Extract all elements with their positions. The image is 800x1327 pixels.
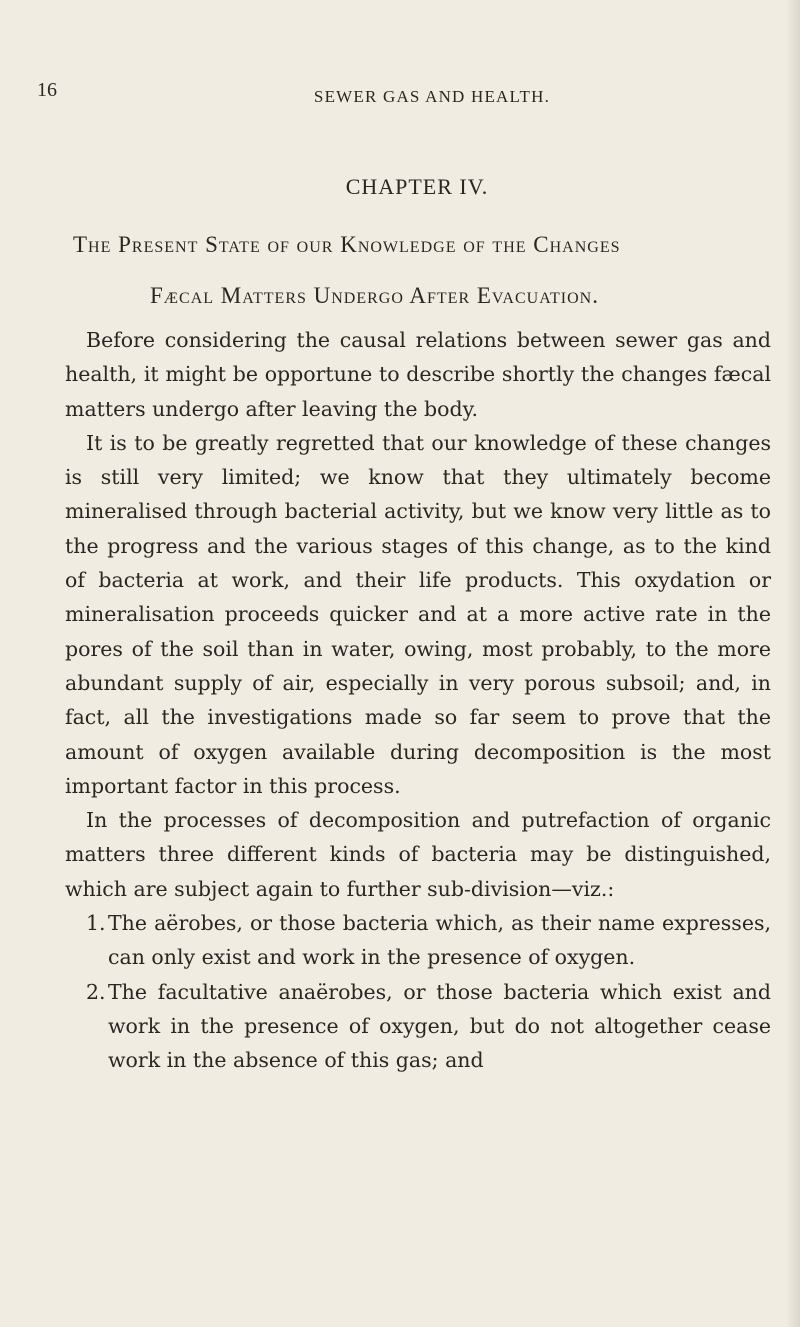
list-item xyxy=(65,975,771,1078)
list-item-number: 2. xyxy=(86,979,106,1004)
list-item-number: 1. xyxy=(86,911,106,936)
list-item-text: The aërobes, or those bacteria which, as their name expresses, can only exist and work in the presence of oxygen. xyxy=(108,911,771,970)
body-text xyxy=(65,323,771,1078)
paragraph: It is to be greatly regretted that our knowledge of these changes is still very limited; we know that they ultimately become mineralised through bacterial activity, but we know very little as to the progress and the various stages of this change, as to the kind of bacteria at work, and their life products. This oxydation or mineralisation proceeds quicker and at a more active rate in the pores of the soil than in water, owing, most probably, to the more abundant supply of air, especially in very porous subsoil; and, in fact, all the investigations made so far seem to prove that the amount of oxygen available during decomposition is the most important factor in this process. xyxy=(65,430,771,798)
chapter-label: CHAPTER IV. xyxy=(345,174,489,199)
chapter-title-line-2: Fæcal Matters Undergo After Evacuation. xyxy=(150,283,599,308)
numbered-list xyxy=(65,906,771,1077)
paragraph: Before considering the causal relations between sewer gas and health, it might be opportune to describe shortly the changes fæcal matters undergo after leaving the body. xyxy=(65,328,771,421)
list-item xyxy=(65,906,771,975)
paragraph: In the processes of decomposition and putrefaction of organic matters three different kinds of bacteria may be distinguished, which are subject again to further sub-division—viz.: xyxy=(65,808,771,901)
page-number: 16 xyxy=(37,79,57,101)
running-head: SEWER GAS AND HEALTH. xyxy=(313,87,551,106)
list-item-text: The facultative anaërobes, or those bacteria which exist and work in the presence of oxygen, but do not altogether cease work in the absence of this gas; and xyxy=(108,979,771,1073)
chapter-title-line-1: The Present State of our Knowledge of the Changes xyxy=(73,232,621,257)
